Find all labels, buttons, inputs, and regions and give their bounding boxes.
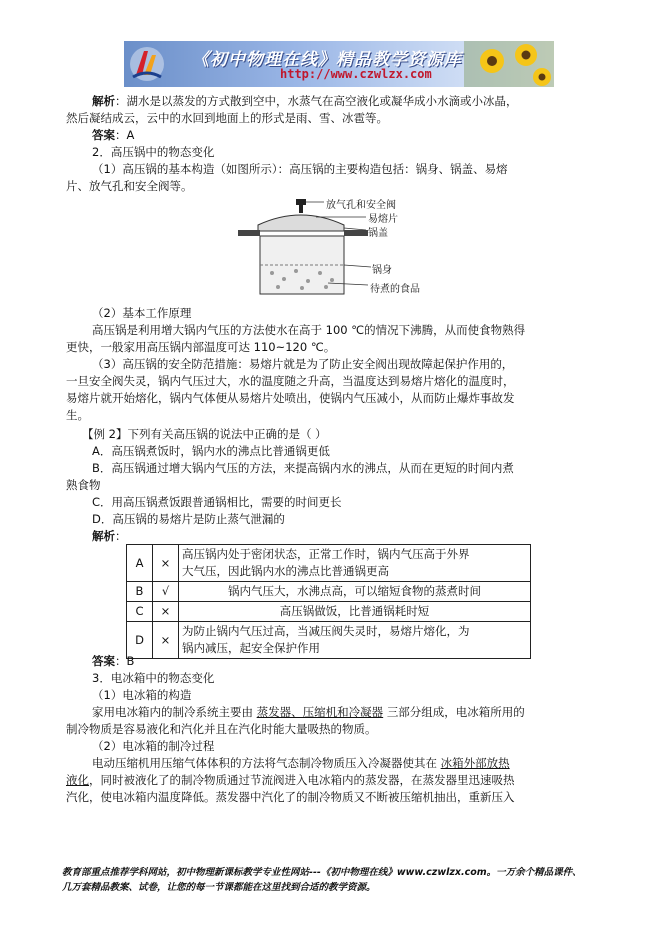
analysis-colon: ： — [115, 529, 127, 543]
subsection-heading: （1）电冰箱的构造 — [92, 688, 192, 702]
row-option: C — [127, 602, 153, 622]
row-text-line: 大气压，因此锅内水的沸点比普通锅更高 — [182, 564, 389, 578]
row-text: 高压锅做饭，比普通锅耗时短 — [179, 602, 531, 622]
paragraph-line — [66, 772, 554, 789]
option-b: B．高压锅通过增大锅内气压的方法，来提高锅内水的沸点，从而在更短的时间内煮 — [92, 461, 514, 475]
figure-label-food: 待煮的食品 — [370, 284, 420, 295]
underlined-text: 冰箱外部放热 — [440, 756, 510, 770]
underlined-text: 蒸发器、压缩机和冷凝器 — [256, 705, 384, 719]
paragraph-line: （3）高压锅的安全防范措施：易熔片就是为了防止安全阀出现故障起保护作用的， — [92, 357, 514, 371]
row-text-line: 为防止锅内气压过高，当减压阀失灵时，易熔片熔化，为 — [182, 624, 470, 638]
paragraph-line: 易熔片就开始熔化，锅内气体便从易熔片处喷出，使锅内气压减小，从而防止爆炸事故发 — [66, 391, 515, 405]
row-mark: × — [153, 622, 179, 659]
analysis-text: ：湖水是以蒸发的方式散到空中，水蒸气在高空液化或凝华成小水滴或小冰晶， — [115, 94, 518, 108]
footer-line: 教育部重点推荐学科网站，初中物理新课标教学专业性网站---《初中物理在线》www.czwlzx.com。一万余个精品课件、 — [62, 867, 582, 878]
row-text-line: 锅内减压，起安全保护作用 — [182, 641, 320, 655]
text-run: ，同时被液化了的制冷物质通过节流阀进入电冰箱内的蒸发器，在蒸发器里迅速吸热 — [89, 773, 515, 787]
banner-title: 《初中物理在线》精品教学资源库 — [192, 50, 462, 70]
underlined-text: 液化 — [66, 773, 89, 787]
analysis-table — [126, 544, 531, 659]
text-run: 三部分组成，电冰箱所用的 — [386, 705, 525, 719]
paragraph-line: 更快，一般家用高压锅内部温度可达 110~120 ℃。 — [66, 340, 336, 354]
analysis-label: 解析 — [92, 529, 115, 543]
figure-label-fusible: 易熔片 — [368, 214, 398, 225]
paragraph-line — [92, 755, 580, 772]
table-row — [127, 602, 531, 622]
paragraph-line: 高压锅是利用增大锅内气压的方法使水在高于 100 ℃的情况下沸腾，从而使食物熟得 — [92, 323, 526, 337]
analysis-line — [92, 528, 580, 545]
header-banner — [124, 41, 554, 87]
row-option: D — [127, 622, 153, 659]
subsection-heading: （2）基本工作原理 — [92, 306, 192, 320]
paragraph-line: 制冷物质是容易液化和汽化并且在汽化时能大量吸热的物质。 — [66, 722, 377, 736]
text-run: 家用电冰箱内的制冷系统主要由 — [92, 705, 253, 719]
example-question: 【例 2】下列有关高压锅的说法中正确的是（ ） — [82, 427, 327, 441]
row-mark: × — [153, 602, 179, 622]
option-d: D．高压锅的易熔片是防止蒸气泄漏的 — [92, 512, 285, 526]
section-heading: 3．电冰箱中的物态变化 — [92, 671, 215, 685]
answer-line — [92, 653, 580, 670]
paragraph-line: 然后凝结成云，云中的水回到地面上的形式是雨、雪、冰雹等。 — [66, 111, 388, 125]
subsection-heading: （2）电冰箱的制冷过程 — [92, 739, 215, 753]
table-row — [127, 545, 531, 582]
row-text — [179, 545, 531, 582]
paragraph-line: 一旦安全阀失灵，锅内气压过大，水的温度随之升高，当温度达到易熔片熔化的温度时， — [66, 374, 515, 388]
sunflower-icon — [464, 41, 554, 87]
paragraph-line: 片、放气孔和安全阀等。 — [66, 179, 193, 193]
answer-label: 答案 — [92, 128, 115, 142]
answer-text: ：B — [115, 654, 135, 668]
figure-label-vent: 放气孔和安全阀 — [326, 200, 396, 211]
row-mark: × — [153, 545, 179, 582]
option-b-cont: 熟食物 — [66, 478, 101, 492]
answer-label: 答案 — [92, 654, 115, 668]
banner-url[interactable]: http://www.czwlzx.com — [280, 67, 432, 81]
paragraph-line — [92, 704, 580, 721]
table-row — [127, 582, 531, 602]
figure-label-body: 锅身 — [372, 265, 392, 276]
row-option: B — [127, 582, 153, 602]
paragraph-line: 生。 — [66, 408, 89, 422]
row-mark: √ — [153, 582, 179, 602]
section-heading: 2．高压锅中的物态变化 — [92, 145, 215, 159]
analysis-line — [92, 93, 580, 110]
row-text: 锅内气压大，水沸点高，可以缩短食物的蒸煮时间 — [179, 582, 531, 602]
figure-label-lid: 锅盖 — [368, 228, 388, 239]
page-footer — [62, 865, 602, 895]
paragraph-line: （1）高压锅的基本构造（如图所示）：高压锅的主要构造包括：锅身、锅盖、易熔 — [92, 162, 508, 176]
paragraph-line: 汽化，使电冰箱内温度降低。蒸发器中汽化了的制冷物质又不断被压缩机抽出，重新压入 — [66, 790, 515, 804]
option-c: C．用高压锅煮饭跟普通锅相比，需要的时间更长 — [92, 495, 342, 509]
row-text-line: 高压锅内处于密闭状态，正常工作时，锅内气压高于外界 — [182, 547, 470, 561]
text-run: 电动压缩机用压缩气体体积的方法将气态制冷物质压入冷凝器使其在 — [92, 756, 437, 770]
footer-line: 几万套精品教案、试卷，让您的每一节课都能在这里找到合适的教学资源。 — [62, 882, 376, 893]
option-a: A．高压锅煮饭时，锅内水的沸点比普通锅更低 — [92, 444, 330, 458]
answer-line — [92, 127, 580, 144]
answer-text: ：A — [115, 128, 135, 142]
site-logo-icon — [128, 45, 166, 83]
analysis-label: 解析 — [92, 94, 115, 108]
row-option: A — [127, 545, 153, 582]
